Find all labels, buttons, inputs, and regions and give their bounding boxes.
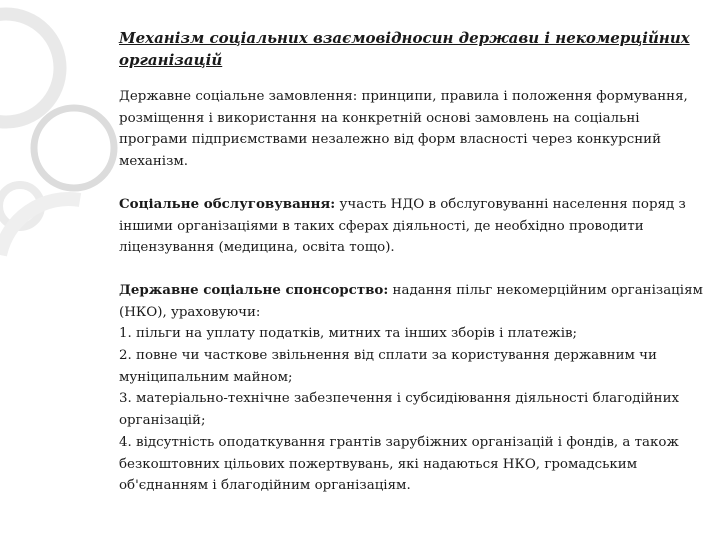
decor-ring-mid [34, 108, 114, 188]
decor-arc [0, 199, 80, 255]
definition-social-sponsorship [119, 280, 709, 323]
spacer [119, 259, 709, 280]
definition-social-service-text: участь НДО в обслуговуванні населення поряд з іншими організаціями в таких сферах діяльності, де необхідно проводити ліцензування (медицина, освіта тощо). [119, 196, 686, 256]
definition-social-sponsorship-text: надання пільг некомерційним організаціям (НКО), ураховуючи: [119, 282, 703, 320]
definition-social-sponsorship-term: Державне соціальне спонсорство: [119, 281, 389, 298]
definition-social-order [119, 86, 709, 173]
list-item: 1. пільги на уплату податків, митних та інших зборів і платежів; [119, 326, 578, 342]
decor-ring-large [0, 14, 60, 122]
decor-ring-small [0, 185, 41, 227]
slide-content [119, 27, 709, 497]
list-item: 3. матеріально-технічне забезпечення і субсидіювання діяльності благодійних організацій; [119, 391, 680, 429]
list-item: 4. відсутність оподаткування грантів зарубіжних організацій і фондів, а також безкоштовних цільових пожертвувань, які надаються НКО, громадським об'єднанням і благодійним організаціям. [119, 434, 679, 494]
definition-social-service [119, 194, 709, 259]
definition-social-order-text: Державне соціальне замовлення: принципи, правила і положення формування, розміщення і використання на конкретній основі замовлень на соціальні програми підприємствами незалежно від форм власності через конкурсний механізм. [119, 89, 688, 170]
definition-social-service-term: Соціальне обслуговування: [119, 195, 336, 212]
spacer [119, 173, 709, 194]
list-item: 2. повне чи часткове звільнення від сплати за користування державним чи муніципальним майном; [119, 348, 657, 385]
slide-title: Механізм соціальних взаємовідносин держави і некомерційних організацій [119, 29, 690, 69]
sponsorship-list [119, 323, 709, 497]
